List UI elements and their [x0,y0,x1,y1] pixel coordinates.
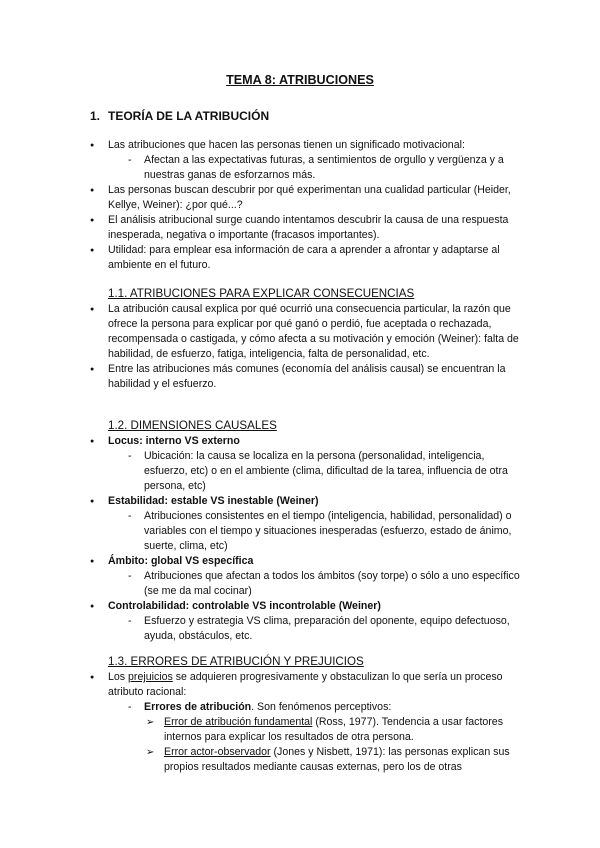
sub-list-item [108,700,530,775]
list-item [90,183,530,213]
list-item [90,670,530,775]
error-text: (Jones y Nisbett, 1971): las personas explican sus propios resultados mediante causas externas, pero los de otras [164,746,510,773]
list-item-text: Utilidad: para emplear esa información de cara a aprender a afrontar y adaptarse al ambiente en el futuro. [108,244,500,271]
error-item [144,745,530,775]
sub-list-item [108,449,530,494]
sub-list-item [108,509,530,554]
sub-list [108,700,530,775]
error-name: Error actor-observador [164,746,271,758]
section-heading-1-3: 1.3. ERRORES DE ATRIBUCIÓN Y PREJUICIOS [108,655,364,668]
sub-list-item-text: Ubicación: la causa se localiza en la persona (personalidad, inteligencia, esfuerzo, etc) o en el ambiente (clima, dificultad de la tarea, influencia de otra persona, etc) [144,450,508,492]
list-item [90,302,530,362]
section-heading-1-1: 1.1. ATRIBUCIONES PARA EXPLICAR CONSECUENCIAS [108,287,415,300]
errors-list [144,715,530,775]
list-item [90,434,530,494]
list-item [90,138,530,183]
sub-list-item-text: Esfuerzo y estrategia VS clima, preparación del oponente, equipo defectuoso, ayuda, obstáculos, etc. [144,615,510,642]
section13-list [90,670,530,775]
list-item [90,243,530,273]
list-item-text: Las personas buscan descubrir por qué experimentan una cualidad particular (Heider, Kellye, Weiner): ¿por qué...? [108,184,511,211]
sub-list [108,614,530,644]
sub-list [108,509,530,554]
error-text: (Ross, 1977). Tendencia a usar factores internos para explicar los resultados de otra persona. [164,716,503,743]
section11-list [90,302,530,392]
prejuicios-term: prejuicios [128,671,173,683]
list-item-text: La atribución causal explica por qué ocurrió una consecuencia particular, la razón que ofrece la persona para explicar por qué ganó o perdió, fue aceptada o rechazada, recompensada o castigada, y cómo afecta a su motivación y emoción (Weiner): falta de habilidad, de esfuerzo, fatiga, inteligencia, falta de personalidad, etc. [108,303,519,360]
section-number: 1. [90,109,101,123]
list-item-text: se adquieren progresivamente y obstaculizan lo que sería un proceso atributo racional: [108,671,503,698]
list-item-text: Las atribuciones que hacen las personas tienen un significado motivacional: [108,139,465,151]
list-item [90,213,530,243]
dimension-label: Estabilidad: estable VS inestable (Weiner) [108,495,319,507]
dimension-label: Ámbito: global VS específica [108,555,254,567]
sub-list-item-text: . Son fenómenos perceptivos: [251,701,392,713]
section-heading-1 [90,108,269,124]
list-item [90,599,530,644]
page-title: TEMA 8: ATRIBUCIONES [226,73,374,87]
list-item-text: El análisis atribucional surge cuando intentamos descubrir la causa de una respuesta inesperada, negativa o importante (fracasos importantes). [108,214,509,241]
section-heading-text: TEORÍA DE LA ATRIBUCIÓN [108,109,270,123]
sub-list-item-text: Atribuciones consistentes en el tiempo (inteligencia, habilidad, personalidad) o variables con el tiempo y situaciones inesperadas (esfuerzo, estado de ánimo, suerte, clima, etc) [144,510,512,552]
section1-list [90,138,530,273]
list-item-text: Entre las atribuciones más comunes (economía del análisis causal) se encuentran la habilidad y el esfuerzo. [108,363,506,390]
list-item [90,494,530,554]
sub-list [108,449,530,494]
error-item [144,715,530,745]
section-heading-1-2: 1.2. DIMENSIONES CAUSALES [108,419,277,432]
sub-list-item-text: Atribuciones que afectan a todos los ámbitos (soy torpe) o sólo a uno específico (se me da mal cocinar) [144,570,520,597]
sub-list-item [108,569,530,599]
section12-list [90,434,530,644]
dimension-label: Controlabilidad: controlable VS incontrolable (Weiner) [108,600,381,612]
list-item [90,554,530,599]
list-item [90,362,530,392]
list-item-text: Los [108,671,129,683]
sub-list-item [108,614,530,644]
sub-list [108,153,530,183]
sub-list-item-text: Afectan a las expectativas futuras, a sentimientos de orgullo y vergüenza y a nuestras ganas de esforzarnos más. [144,154,504,181]
errors-label: Errores de atribución [144,701,252,713]
sub-list [108,569,530,599]
error-name: Error de atribución fundamental [164,716,313,728]
dimension-label: Locus: interno VS externo [108,435,240,447]
sub-list-item [108,153,530,183]
